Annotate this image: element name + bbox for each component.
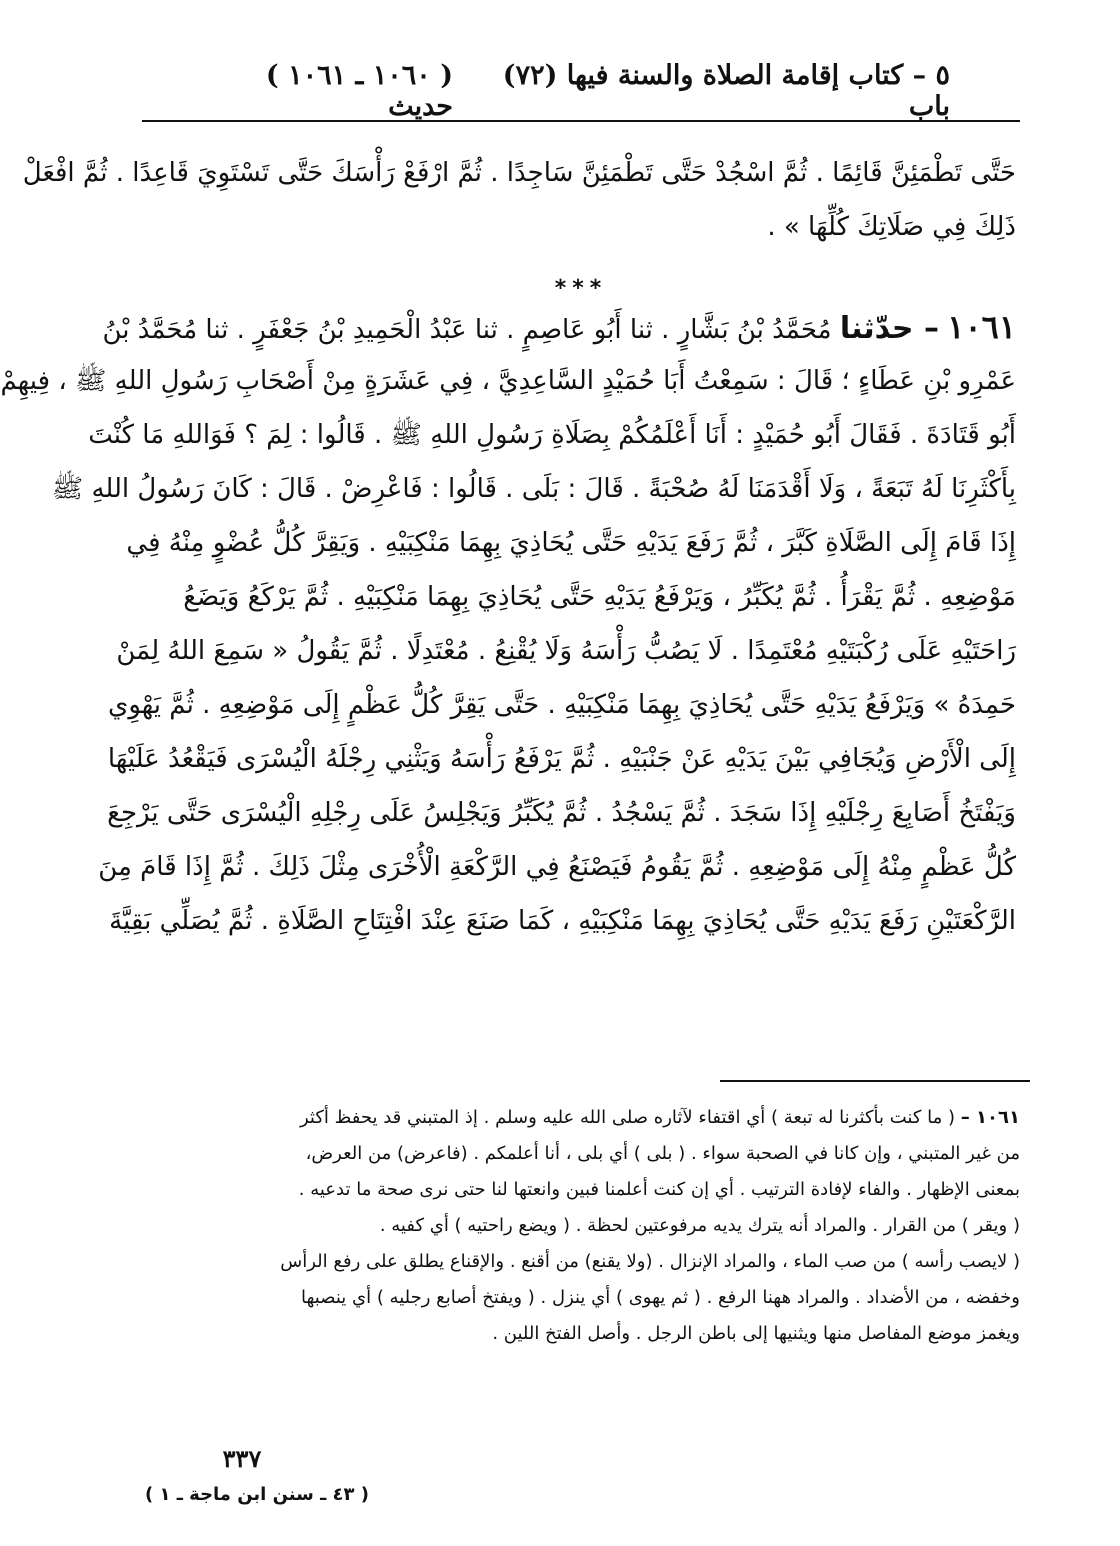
printer-signature: ( ٤٣ ـ سنن ابن ماجة ـ ١ ) (144, 1484, 370, 1505)
text-line: رَاحَتَيْهِ عَلَى رُكْبَتَيْهِ مُعْتَمِدًا . لَا يَصُبُّ رَأْسَهُ وَلَا يُقْنِعُ . مُعْتَدِلًا . ثُمَّ يَقُولُ « سَمِعَ اللهُ لِمَنْ (116, 636, 1016, 666)
text-line: الرَّكْعَتَيْنِ رَفَعَ يَدَيْهِ حَتَّى يُحَاذِيَ بِهِمَا مَنْكِبَيْهِ ، كَمَا صَنَعَ عِنْدَ افْتِتَاحِ الصَّلَاةِ . ثُمَّ يُصَلِّي بَقِيَّةَ (109, 906, 1016, 936)
text-line: وَيَفْتَخُ أَصَابِعَ رِجْلَيْهِ إِذَا سَجَدَ . ثُمَّ يَسْجُدُ . ثُمَّ يُكَبِّرُ وَيَجْلِسُ عَلَى رِجْلِهِ الْيُسْرَى حَتَّى يَرْجِعَ (107, 798, 1016, 828)
footnote-rule (720, 1080, 1030, 1082)
running-header (192, 60, 950, 122)
header-hadith-range: ( ١٠٦٠ ـ ١٠٦١ ) حديث (265, 60, 453, 122)
hadith-intro: – حدّثنا (839, 311, 939, 346)
footnote-number: ١٠٦١ – (960, 1107, 1020, 1128)
footnote-line (142, 1100, 1020, 1136)
text-line: مَوْضِعِهِ . ثُمَّ يَقْرَأُ . ثُمَّ يُكَبِّرُ ، وَيَرْفَعُ يَدَيْهِ حَتَّى يُحَاذِيَ بِهِمَا مَنْكِبَيْهِ . ثُمَّ يَرْكَعُ وَيَضَعُ (183, 582, 1016, 612)
text-line: حَتَّى تَطْمَئِنَّ قَائِمًا . ثُمَّ اسْجُدْ حَتَّى تَطْمَئِنَّ سَاجِدًا . ثُمَّ ارْفَعْ رَأْسَكَ حَتَّى تَسْتَوِيَ قَاعِدًا . ثُمَّ افْعَلْ (22, 158, 1016, 188)
header-chapter: ٥ – كتاب إقامة الصلاة والسنة فيها (٧٢) باب (502, 60, 950, 122)
footnote-line: ( لايصب رأسه ) من صب الماء ، والمراد الإنزال . (ولا يقنع) من أقنع . والإقناع يطلق على رفع الرأس (280, 1251, 1020, 1272)
text-line: إِذَا قَامَ إِلَى الصَّلَاةِ كَبَّرَ ، ثُمَّ رَفَعَ يَدَيْهِ حَتَّى يُحَاذِيَ بِهِمَا مَنْكِبَيْهِ . وَيَقِرَّ كُلُّ عُضْوٍ مِنْهُ فِي (126, 528, 1016, 558)
footnote-line: بمعنى الإظهار . والفاء لإفادة الترتيب . أي إن كنت أعلمنا فبين وانعتها لنا حتى نرى صحة ما تدعيه . (298, 1179, 1020, 1200)
text-line: حَمِدَهُ » وَيَرْفَعُ يَدَيْهِ حَتَّى يُحَاذِيَ بِهِمَا مَنْكِبَيْهِ . حَتَّى يَقِرَّ كُلُّ عَظْمٍ إِلَى مَوْضِعِهِ . ثُمَّ يَهْوِي (108, 690, 1016, 720)
text-line: إِلَى الْأَرْضِ وَيُجَافِي بَيْنَ يَدَيْهِ عَنْ جَنْبَيْهِ . ثُمَّ يَرْفَعُ رَأْسَهُ وَيَثْنِي رِجْلَهُ الْيُسْرَى فَيَقْعُدُ عَلَيْهَا (107, 744, 1016, 774)
text-line: عَمْرِو بْنِ عَطَاءٍ ؛ قَالَ : سَمِعْتُ أَبَا حُمَيْدٍ السَّاعِدِيَّ ، فِي عَشَرَةٍ مِنْ أَصْحَابِ رَسُولِ اللهِ ﷺ ، فِيهِمْ (0, 366, 1016, 396)
footnote-line: من غير المتبني ، وإن كانا في الصحبة سواء . ( بلى ) أي بلى ، أنا أعلمكم . (فاعرض) من العرض، (305, 1143, 1020, 1164)
page-number: ٣٣٧ (222, 1444, 262, 1473)
hadith-number: ١٠٦١ (947, 308, 1016, 346)
section-separator: *** (554, 276, 608, 301)
footnotes (142, 1100, 1020, 1352)
text-line: ذَلِكَ فِي صَلَاتِكَ كُلِّهَا » . (767, 212, 1016, 242)
text-line: بِأَكْثَرِنَا لَهُ تَبَعَةً ، وَلَا أَقْدَمَنَا لَهُ صُحْبَةً . قَالَ : بَلَى . قَالُوا : فَاعْرِضْ . قَالَ : كَانَ رَسُولُ اللهِ ﷺ (51, 474, 1016, 504)
previous-hadith-text (22, 146, 1016, 254)
text-line: أَبُو قَتَادَةَ . فَقَالَ أَبُو حُمَيْدٍ : أَنَا أَعْلَمُكُمْ بِصَلَاةِ رَسُولِ اللهِ ﷺ . قَالُوا : لِمَ ؟ فَوَاللهِ مَا كُنْتَ (88, 420, 1016, 450)
hadith-text (0, 300, 1016, 948)
footnote-line: ( ويقر ) من القرار . والمراد أنه يترك يديه مرفوعتين لحظة . ( ويضع راحتيه ) أي كفيه . (379, 1215, 1020, 1236)
text-line (102, 300, 1016, 354)
footnote-line: وخفضه ، من الأضداد . والمراد ههنا الرفع . ( ثم يهوى ) أي ينزل . ( ويفتخ أصابع رجليه ) أي ينصبها (301, 1287, 1020, 1308)
header-rule (142, 120, 1020, 122)
footnote-text: ( ما كنت بأكثرنا له تبعة ) أي اقتفاء لآثاره صلى الله عليه وسلم . إذ المتبني قد يحفظ أكثر (300, 1107, 956, 1128)
text-line-content: مُحَمَّدُ بْنُ بَشَّارٍ . ثنا أَبُو عَاصِمٍ . ثنا عَبْدُ الْحَمِيدِ بْنُ جَعْفَرٍ . ثنا مُحَمَّدُ بْنُ (102, 315, 832, 345)
text-line: كُلُّ عَظْمٍ مِنْهُ إِلَى مَوْضِعِهِ . ثُمَّ يَقُومُ فَيَصْنَعُ فِي الرَّكْعَةِ الْأُخْرَى مِثْلَ ذَلِكَ . ثُمَّ إِذَا قَامَ مِنَ (98, 852, 1016, 882)
footnote-line: ويغمز موضع المفاصل منها ويثنيها إلى باطن الرجل . وأصل الفتخ اللين . (492, 1323, 1020, 1344)
